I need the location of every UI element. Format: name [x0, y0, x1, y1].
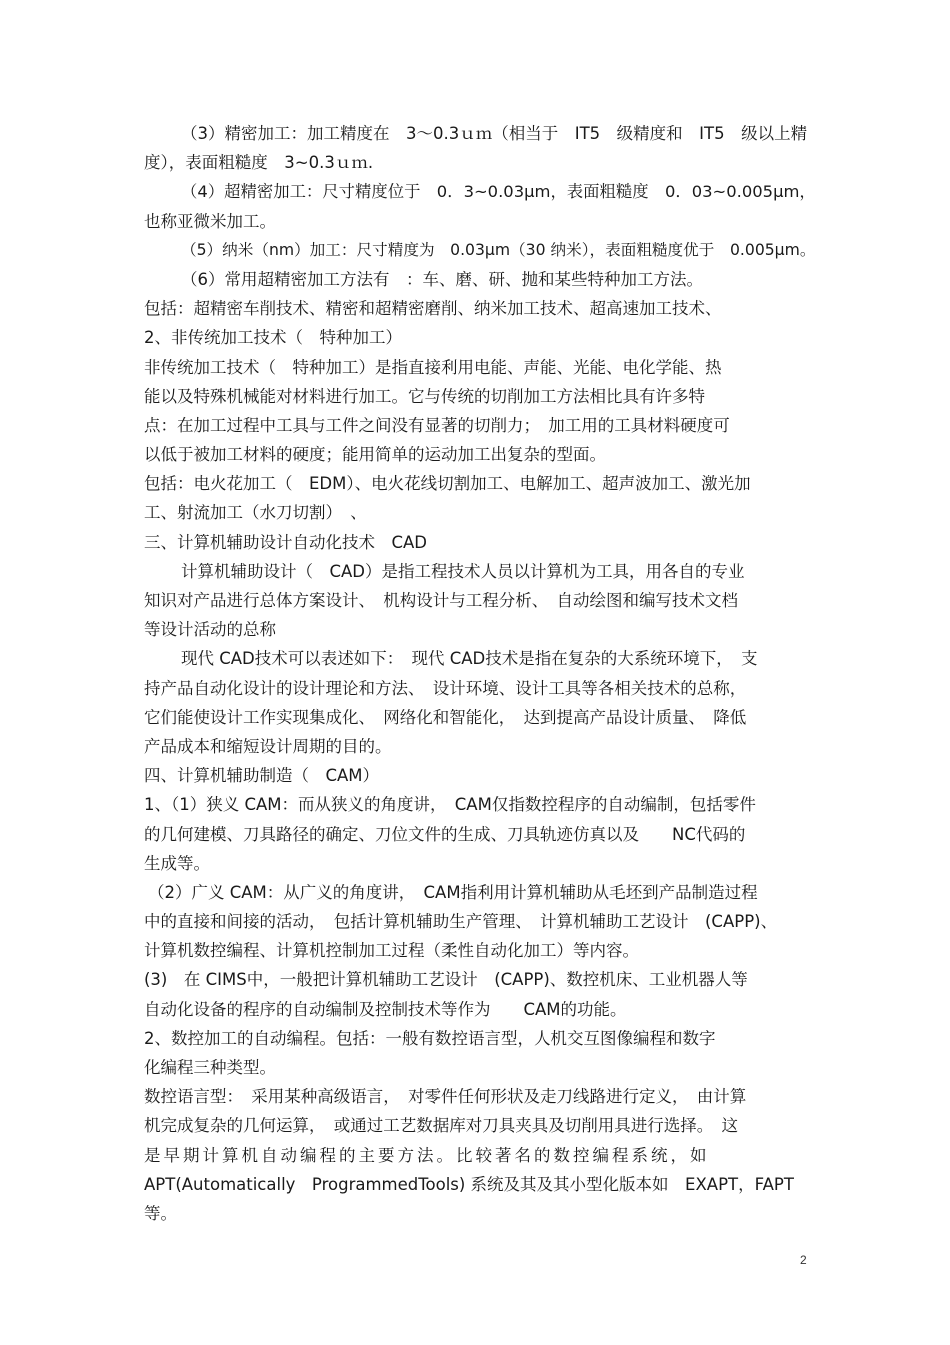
text-line: （3）精密加工：加工精度在 3～0.3ｕｍ（相当于 IT5 级精度和 IT5 级以上精	[181, 124, 808, 143]
text-line: 1、（1）狭义 CAM：而从狭义的角度讲， CAM仅指数控程序的自动编制，包括零件	[144, 795, 756, 815]
text-line: 等设计活动的总称	[144, 620, 276, 640]
text-line: 2、非传统加工技术（ 特种加工）	[144, 328, 402, 348]
text-line: 机完成复杂的几何运算， 或通过工艺数据库对刀具夹具及切削用具进行选择。 这	[144, 1116, 738, 1136]
text-line: （5）纳米（nm）加工：尺寸精度为 0.03μm（30 纳米），表面粗糙度优于 0.005μm。	[181, 240, 816, 259]
text-line: 数控语言型： 采用某种高级语言， 对零件任何形状及走刀线路进行定义， 由计算	[144, 1087, 747, 1107]
text-line: 度），表面粗糙度 3~0.3ｕｍ.	[144, 153, 374, 173]
text-line: 2、数控加工的自动编程。包括：一般有数控语言型，人机交互图像编程和数字	[144, 1028, 716, 1048]
body-text	[0, 119, 950, 1228]
text-line: 化编程三种类型。	[144, 1058, 276, 1077]
text-line: (3) 在 CIMS中，一般把计算机辅助工艺设计 (CAPP)、数控机床、工业机器人等	[144, 970, 748, 990]
text-line: 的几何建模、刀具路径的确定、刀位文件的生成、刀具轨迹仿真以及 NC代码的	[144, 824, 746, 844]
text-line: 计算机数控编程、计算机控制加工过程（柔性自动化加工）等内容。	[144, 941, 639, 961]
text-line: 包括：电火花加工（ EDM）、电火花线切割加工、电解加工、超声波加工、激光加	[144, 474, 751, 494]
text-line: 工、射流加工（水刀切割） 、	[144, 503, 367, 523]
text-line: 四、计算机辅助制造（ CAM）	[144, 766, 380, 786]
text-line: 计算机辅助设计（ CAD）是指工程技术人员以计算机为工具，用各自的专业	[181, 561, 745, 581]
text-line: 知识对产品进行总体方案设计、 机构设计与工程分析、 自动绘图和编写技术文档	[144, 591, 738, 610]
text-line: 是早期计算机自动编程的主要方法。比较著名的数控编程系统，如	[144, 1145, 710, 1165]
text-line: 非传统加工技术（ 特种加工）是指直接利用电能、声能、光能、电化学能、热	[144, 357, 722, 377]
text-line: 现代 CAD技术可以表述如下： 现代 CAD技术是指在复杂的大系统环境下， 支	[181, 649, 758, 669]
page-number: 2	[800, 1253, 807, 1267]
text-line: 持产品自动化设计的设计理论和方法、 设计环境、设计工具等各相关技术的总称，	[144, 678, 747, 698]
text-line: 点：在加工过程中工具与工件之间没有显著的切削力； 加工用的工具材料硬度可	[144, 415, 730, 435]
text-line: （4）超精密加工：尺寸精度位于 0．3~0.03μm，表面粗糙度 0．03~0.005μm，	[181, 182, 816, 202]
text-line: 生成等。	[144, 853, 210, 873]
text-line: 中的直接和间接的活动， 包括计算机辅助生产管理、 计算机辅助工艺设计 (CAPP)、	[144, 912, 778, 932]
text-line: 以低于被加工材料的硬度；能用简单的运动加工出复杂的型面。	[144, 445, 606, 465]
text-line: 自动化设备的程序的自动编制及控制技术等作为 CAM的功能。	[144, 999, 627, 1019]
text-line: 也称亚微米加工。	[144, 211, 276, 231]
text-line: （2）广义 CAM：从广义的角度讲， CAM指利用计算机辅助从毛坯到产品制造过程	[148, 882, 758, 902]
text-line: 能以及特殊机械能对材料进行加工。它与传统的切削加工方法相比具有许多特	[144, 386, 705, 406]
text-line: （6）常用超精密加工方法有 ：车、磨、研、抛和某些特种加工方法。	[181, 269, 703, 289]
text-line: 包括：超精密车削技术、精密和超精密磨削、纳米加工技术、超高速加工技术、	[144, 299, 722, 319]
text-line: 三、计算机辅助设计自动化技术 CAD	[144, 532, 428, 552]
text-line: APT(Automatically ProgrammedTools) 系统及其及其小型化版本如 EXAPT，FAPT	[144, 1174, 794, 1194]
text-line: 它们能使设计工作实现集成化、 网络化和智能化， 达到提高产品设计质量、 降低	[144, 707, 747, 727]
text-line: 产品成本和缩短设计周期的目的。	[144, 736, 392, 756]
text-line: 等。	[144, 1203, 177, 1223]
